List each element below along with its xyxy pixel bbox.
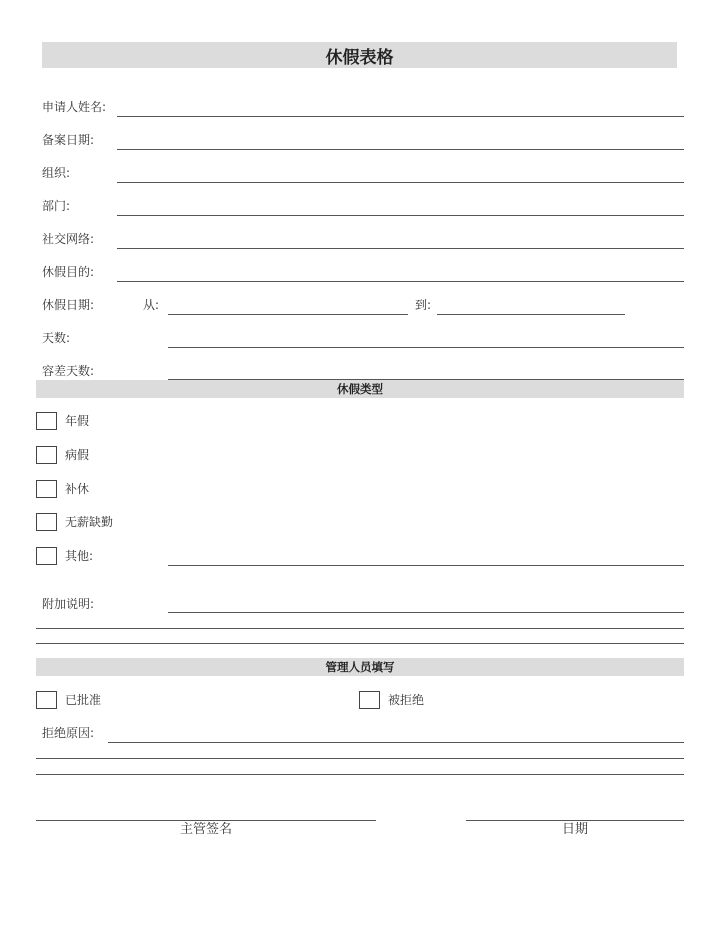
sick-leave-checkbox[interactable]: [36, 446, 57, 464]
social-network-label: 社交网络:: [42, 232, 95, 246]
approved-label: 已批准: [65, 693, 102, 707]
annual-leave-checkbox[interactable]: [36, 412, 57, 430]
additional-notes-label: 附加说明:: [42, 597, 95, 611]
other-checkbox[interactable]: [36, 547, 57, 565]
leave-purpose-field[interactable]: [117, 281, 684, 282]
other-label: 其他:: [65, 549, 94, 563]
social-network-field[interactable]: [117, 248, 684, 249]
days-field[interactable]: [168, 347, 684, 348]
department-field[interactable]: [117, 215, 684, 216]
sick-leave-label: 病假: [65, 448, 90, 462]
form-title: 休假表格: [42, 42, 677, 68]
reject-reason-line-3[interactable]: [36, 774, 684, 775]
signature-date-field[interactable]: [466, 820, 684, 821]
days-label: 天数:: [42, 331, 71, 345]
tolerance-days-label: 容差天数:: [42, 364, 95, 378]
to-label: 到:: [415, 298, 432, 312]
additional-notes-line-3[interactable]: [36, 643, 684, 644]
leave-purpose-label: 休假目的:: [42, 265, 95, 279]
filing-date-field[interactable]: [117, 149, 684, 150]
reject-reason-label: 拒绝原因:: [42, 726, 95, 740]
leave-dates-label: 休假日期:: [42, 298, 95, 312]
to-date-field[interactable]: [437, 314, 625, 315]
annual-leave-label: 年假: [65, 414, 90, 428]
from-label: 从:: [143, 298, 160, 312]
supervisor-signature-field[interactable]: [36, 820, 376, 821]
applicant-name-label: 申请人姓名:: [42, 100, 107, 114]
organization-label: 组织:: [42, 166, 71, 180]
applicant-name-field[interactable]: [117, 116, 684, 117]
unpaid-absence-checkbox[interactable]: [36, 513, 57, 531]
additional-notes-line-2[interactable]: [36, 628, 684, 629]
supervisor-signature-label: 主管签名: [179, 822, 232, 837]
admin-header: 管理人员填写: [36, 658, 684, 676]
from-date-field[interactable]: [168, 314, 408, 315]
filing-date-label: 备案日期:: [42, 133, 95, 147]
leave-type-header: 休假类型: [36, 380, 684, 398]
reject-reason-field[interactable]: [108, 742, 684, 743]
comp-leave-label: 补休: [65, 482, 90, 496]
unpaid-absence-label: 无薪缺勤: [65, 515, 114, 529]
signature-date-label: 日期: [561, 822, 588, 837]
approved-checkbox[interactable]: [36, 691, 57, 709]
organization-field[interactable]: [117, 182, 684, 183]
additional-notes-field[interactable]: [168, 612, 684, 613]
rejected-checkbox[interactable]: [359, 691, 380, 709]
reject-reason-line-2[interactable]: [36, 758, 684, 759]
other-field[interactable]: [168, 565, 684, 566]
rejected-label: 被拒绝: [388, 693, 425, 707]
comp-leave-checkbox[interactable]: [36, 480, 57, 498]
department-label: 部门:: [42, 199, 71, 213]
